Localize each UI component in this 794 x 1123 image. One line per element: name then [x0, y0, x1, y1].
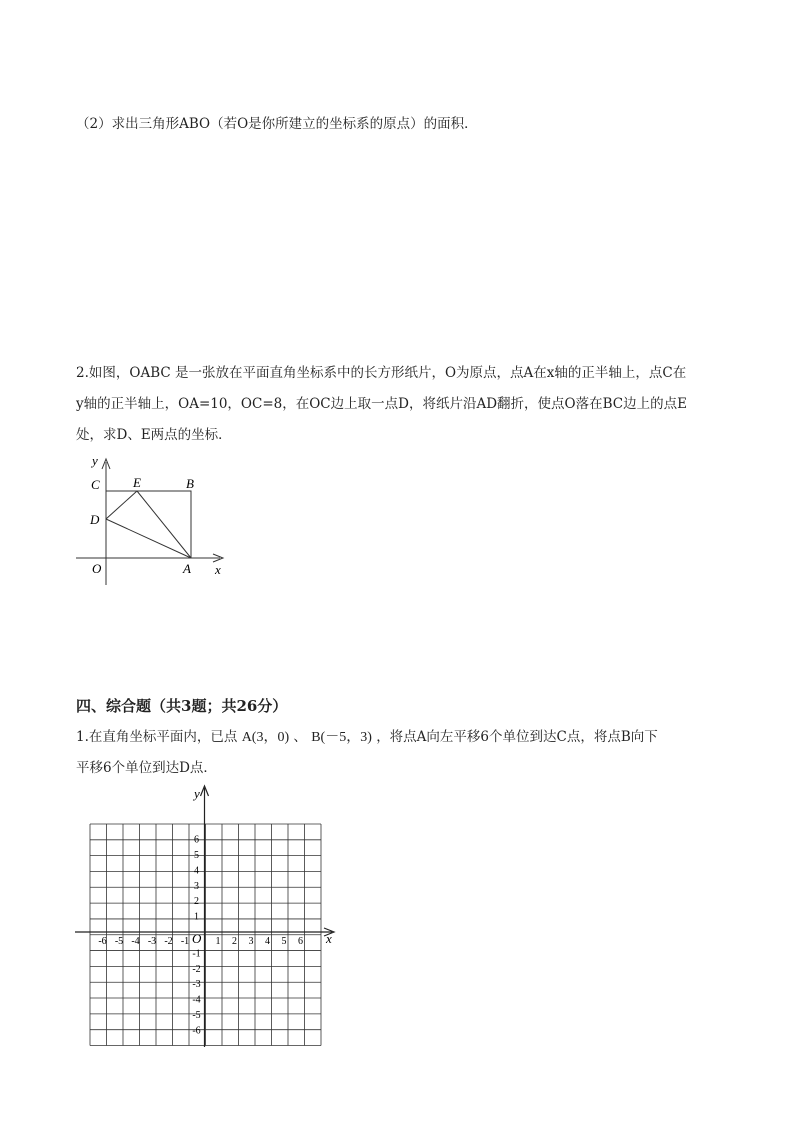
grid-label-origin: O — [192, 931, 202, 946]
p1-text-start: 1.在直角坐标平面内，已点 — [76, 729, 238, 745]
point-a-coords: A(3，0) — [241, 730, 290, 745]
segment-de — [106, 491, 137, 519]
x-tick-label: 5 — [281, 936, 287, 947]
y-tick-label: -2 — [192, 963, 201, 975]
y-tick-label: 3 — [194, 880, 199, 892]
question-part-2: （2）求出三角形ABO（若O是你所建立的坐标系的原点）的面积． — [76, 116, 478, 132]
problem2-line3: 处，求D、E两点的坐标． — [76, 427, 232, 443]
label-a: A — [183, 561, 191, 576]
grid-lines — [90, 824, 321, 1046]
x-tick-label: -6 — [98, 936, 107, 947]
label-d: D — [90, 512, 100, 527]
y-tick-label: -6 — [192, 1025, 201, 1037]
y-tick-label: 5 — [194, 850, 199, 861]
p1-text-end: ，将点A向左平移6个单位到达C点，将点B向下 — [376, 729, 658, 745]
x-tick-label: -2 — [164, 936, 173, 947]
segment-ea — [137, 491, 191, 558]
problem2-line2: y轴的正半轴上，OA=10，OC=8，在OC边上取一点D，将纸片沿AD翻折，使点O落在BC边上的点E — [76, 396, 687, 412]
rectangle-fold-figure — [70, 450, 240, 595]
x-tick-label: 4 — [265, 936, 270, 947]
segment-da — [106, 519, 191, 558]
x-tick-label: -4 — [131, 936, 140, 947]
section4-problem1-line1 — [76, 728, 658, 747]
x-tick-label: 2 — [232, 936, 237, 947]
p1-separator: 、 — [293, 729, 307, 745]
y-tick-label: 1 — [194, 911, 199, 923]
y-tick-label: -4 — [192, 994, 201, 1006]
x-tick-label: 3 — [248, 936, 254, 947]
x-tick-label: -5 — [114, 936, 124, 947]
label-b: B — [186, 476, 194, 491]
grid-label-x: x — [326, 931, 332, 946]
y-tick-label: -3 — [192, 979, 201, 991]
label-x: x — [215, 562, 221, 577]
y-tick-label: 6 — [194, 834, 199, 846]
grid-label-y: y — [194, 786, 200, 801]
label-e: E — [133, 475, 141, 490]
coordinate-grid — [70, 782, 345, 1052]
label-o: O — [92, 561, 102, 576]
y-tick-label: 4 — [194, 865, 199, 877]
y-tick-label: -1 — [192, 948, 201, 960]
x-tick-label: 6 — [298, 936, 303, 947]
point-b-coords: B(－5，3) — [311, 730, 372, 745]
x-tick-label: 1 — [215, 936, 221, 947]
section-heading: 四、综合题（共3题；共26分） — [76, 697, 288, 715]
label-y: y — [92, 453, 98, 468]
problem2-line1: 2.如图，OABC 是一张放在平面直角坐标系中的长方形纸片，O为原点，点A在x轴的正半轴上，点C在 — [76, 365, 687, 381]
x-tick-label: -3 — [147, 936, 157, 947]
label-c: C — [91, 477, 100, 492]
section4-problem1-line2: 平移6个单位到达D点． — [76, 760, 217, 776]
y-tick-label: 2 — [194, 896, 199, 908]
y-tick-label: -5 — [192, 1010, 201, 1021]
x-tick-label: -1 — [180, 936, 190, 947]
